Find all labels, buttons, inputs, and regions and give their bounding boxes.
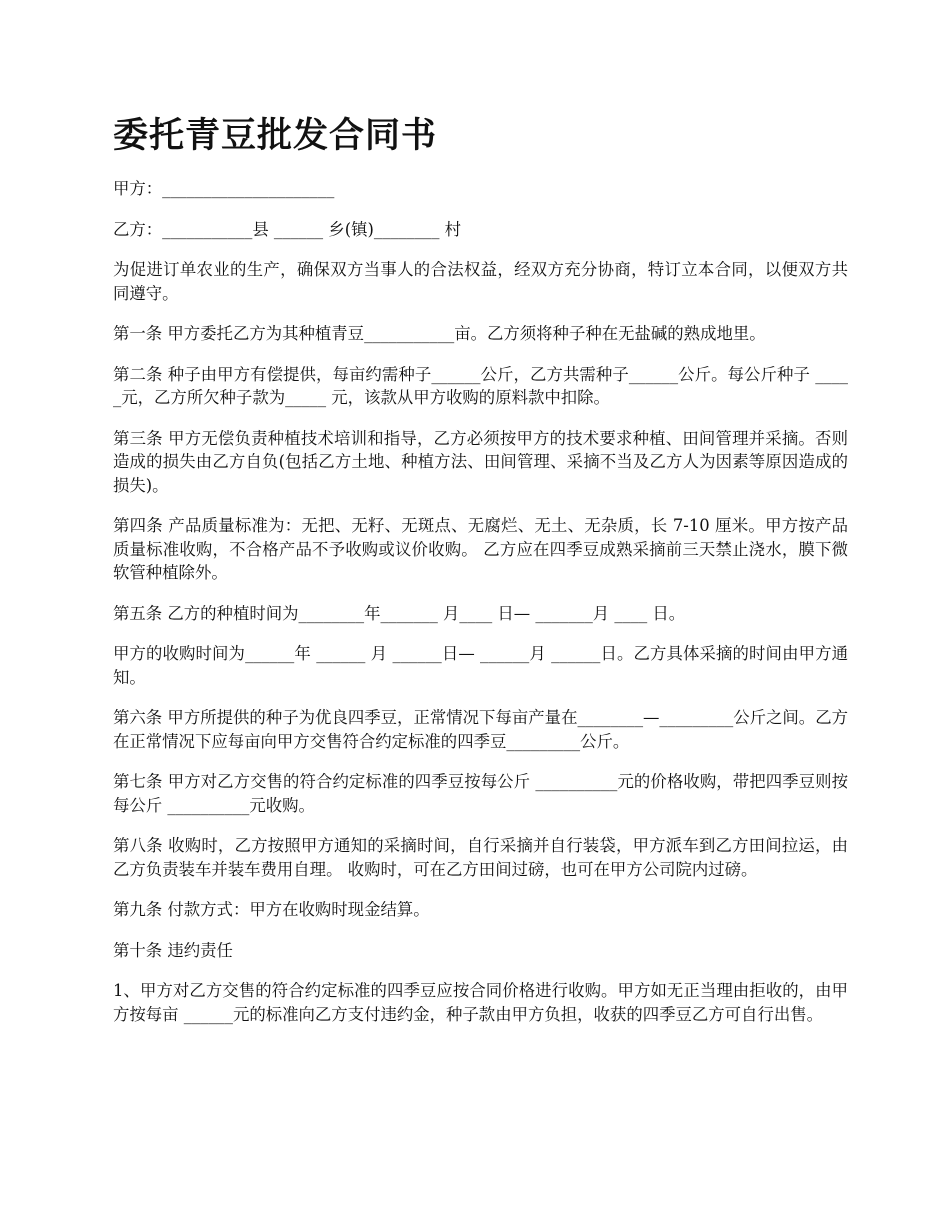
article-8: 第八条 收购时，乙方按照甲方通知的采摘时间，自行采摘并自行装袋，甲方派车到乙方田间拉运，由乙方负责装车并装车费用自理。 收购时，可在乙方田间过磅，也可在甲方公司院内过磅。 [113,836,848,879]
purchase-time-paragraph: 甲方的收购时间为______年 ______ 月 ______日— ______月 ______日。乙方具体采摘的时间由甲方通知。 [113,644,848,687]
article-5: 第五条 乙方的种植时间为________年_______ 月____ 日— _______月 ____ 日。 [113,603,686,623]
article-4: 第四条 产品质量标准为：无把、无籽、无斑点、无腐烂、无土、无杂质，长 7-10 厘米。甲方按产品质量标准收购，不合格产品不予收购或议价收购。 乙方应在四季豆成熟采摘前三天禁止浇水，膜下微软管种植除外。 [113,516,848,582]
article-9: 第九条 付款方式：甲方在收购时现金结算。 [113,900,430,919]
article-10-clause-1: 1、甲方对乙方交售的符合约定标准的四季豆应按合同价格进行收购。甲方如无正当理由拒收的，由甲方按每亩 ______元的标准向乙方支付违约金，种子款由甲方负担，收获的四季豆乙方可自行出售。 [113,981,848,1024]
article-10-heading: 第十条 违约责任 [113,940,233,960]
article-7: 第七条 甲方对乙方交售的符合约定标准的四季豆按每公斤 __________元的价格收购，带把四季豆则按每公斤 __________元收购。 [113,772,848,815]
document-title: 委托青豆批发合同书 [113,116,438,156]
document-body [113,177,848,1043]
article-3: 第三条 甲方无偿负责种植技术培训和指导，乙方必须按甲方的技术要求种植、田间管理并采摘。否则造成的损失由乙方自负(包括乙方土地、种植方法、田间管理、采摘不当及乙方人为因素等原因造成的损失)。 [113,428,848,495]
article-6: 第六条 甲方所提供的种子为优良四季豆，正常情况下每亩产量在________—_________公斤之间。乙方在正常情况下应每亩向甲方交售符合约定标准的四季豆_________公斤。 [113,708,848,751]
article-2: 第二条 种子由甲方有偿提供，每亩约需种子______公斤，乙方共需种子______公斤。每公斤种子 _____元，乙方所欠种子款为_____ 元，该款从甲方收购的原料款中扣除。 [113,364,848,407]
party-b-line: 乙方：___________县 ______ 乡(镇)________ 村 [113,219,462,239]
party-a-line: 甲方：_____________________ [113,179,335,198]
article-1: 第一条 甲方委托乙方为其种植青豆___________亩。乙方须将种子种在无盐碱的熟成地里。 [113,324,766,343]
preamble-paragraph: 为促进订单农业的生产，确保双方当事人的合法权益，经双方充分协商，特订立本合同，以便双方共同遵守。 [113,260,848,303]
